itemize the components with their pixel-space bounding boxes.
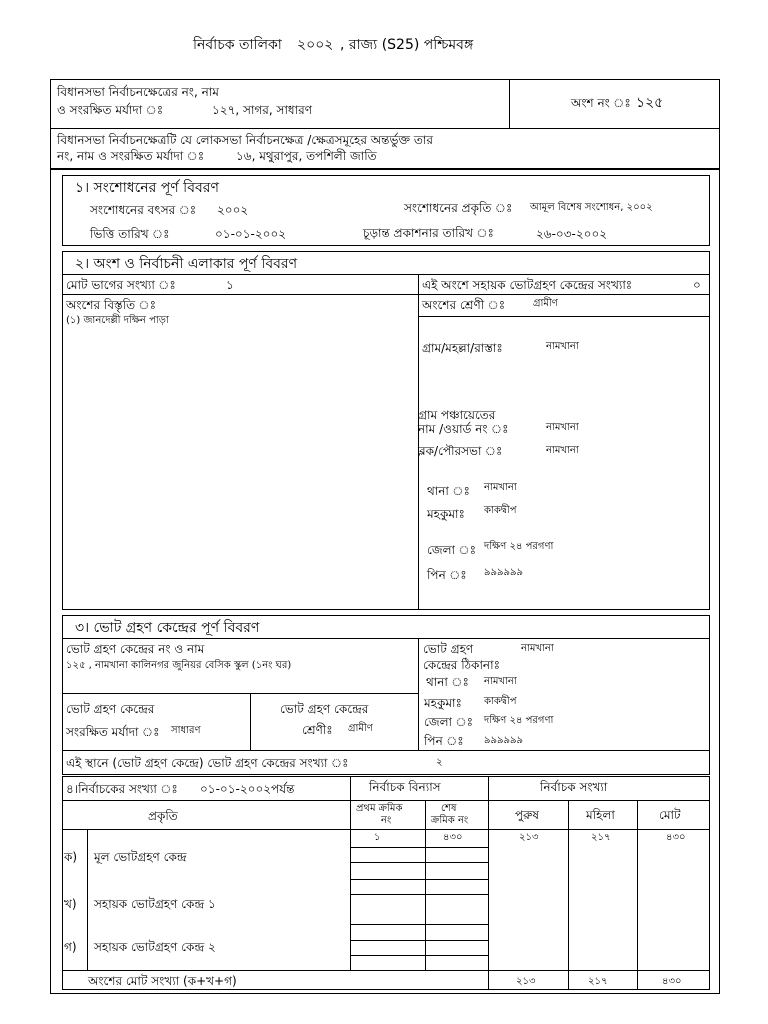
- district-label: জেলা ঃ: [427, 543, 476, 557]
- sum-label: অংশের মোট সংখ্যা (ক+খ+গ): [88, 974, 237, 988]
- divider: [62, 970, 710, 971]
- thana-value: নামখানা: [484, 482, 517, 493]
- part-category-label: অংশের শ্রেণী ঃ: [422, 298, 506, 312]
- sum-total: ৪৩০: [662, 976, 682, 987]
- header-state: , রাজ্য (S25) পশ্চিমবঙ্গ: [340, 37, 474, 53]
- total-parts-value: ১: [226, 278, 234, 292]
- thana-label: থানা ঃ: [427, 484, 470, 498]
- ac-value: ১২৭, সাগর, সাধারণ: [212, 103, 312, 117]
- col-last-serial-1: শেষ: [441, 803, 457, 814]
- divider: [568, 800, 569, 990]
- electors-title-label: ৪।নির্বাচকের সংখ্যা ঃ: [66, 782, 178, 796]
- ps-reservation-label-2: সংরক্ষিত মর্যাদা ঃ: [66, 725, 160, 739]
- row-first-serial: ১: [374, 832, 381, 843]
- divider: [62, 274, 710, 275]
- part-number-label: অংশ নং ঃ: [571, 96, 631, 110]
- revision-nature-value: আমূল বিশেষ সংশোধন, ২০০২: [530, 202, 653, 213]
- electors-distribution-label: নির্বাচক বিন্যাস: [369, 780, 441, 794]
- ps-pin-value: ৯৯৯৯৯৯: [484, 735, 523, 746]
- part-number-value: ১২৫: [636, 95, 664, 111]
- aux-stations-value: ০: [693, 278, 701, 292]
- divider: [62, 638, 710, 639]
- ps-pin-label: পিন ঃ: [424, 734, 464, 748]
- section3-title: ৩। ভোট গ্রহণ কেন্দ্রের পূর্ণ বিবরণ: [75, 620, 260, 636]
- part-extent-label: অংশের বিস্তৃতি ঃ: [66, 298, 157, 312]
- row-total: ৪৩০: [666, 832, 686, 843]
- final-date-value: ২৬-০৩-২০০২: [536, 227, 608, 241]
- ps-subdivision-value: কাকদ্বীপ: [484, 696, 517, 707]
- col-male: পুরুষ: [515, 808, 539, 822]
- aux-stations-label: এই অংশে সহায়ক ভোটগ্রহণ কেন্দ্রের সংখ্যাঃ: [422, 278, 633, 292]
- row-label: সহায়ক ভোটগ্রহণ কেন্দ্র ২: [94, 940, 216, 954]
- ls-reservation-label: নং, নাম ও সংরক্ষিত মর্যাদা ঃ: [57, 149, 205, 163]
- divider: [350, 924, 488, 925]
- row-last-serial: ৪৩০: [443, 832, 463, 843]
- ps-category-label-1: ভোট গ্রহণ কেন্দ্রের: [280, 702, 369, 716]
- revision-nature-label: সংশোধনের প্রকৃতি ঃ: [404, 201, 513, 215]
- gp-value: নামখানা: [546, 422, 579, 433]
- electors-count-label: নির্বাচক সংখ্যা: [540, 780, 608, 794]
- divider: [350, 847, 488, 848]
- divider: [62, 294, 710, 295]
- base-date-value: ০১-০১-২০০২: [215, 227, 287, 241]
- base-date-label: ভিত্তি তারিখ ঃ: [90, 227, 170, 241]
- ps-reservation-label-1: ভোট গ্রহণ কেন্দ্রের: [66, 702, 155, 716]
- total-parts-label: মোট ভাগের সংখ্যা ঃ: [66, 278, 176, 292]
- ps-address-label-2: কেন্দ্রের ঠিকানাঃ: [423, 658, 500, 672]
- col-nature: প্রকৃতি: [148, 809, 178, 823]
- row-mark: গ): [64, 940, 77, 954]
- gp-label-2: নাম /ওয়ার্ড নং ঃ: [418, 422, 509, 436]
- col-first-serial-1: প্রথম ক্রমিক: [356, 803, 403, 814]
- polling-station-value: ১২৫ , নামখানা কালিনগর জুনিয়র বেসিক স্কুল (১নং ঘর): [66, 660, 292, 671]
- pin-value: ৯৯৯৯৯৯: [484, 567, 523, 578]
- ps-category-label-2: শ্রেণীঃ: [302, 723, 333, 737]
- subdivision-value: কাকদ্বীপ: [484, 505, 517, 516]
- section2-box: [62, 251, 710, 610]
- divider: [350, 862, 488, 863]
- section3-box: [62, 615, 710, 775]
- district-value: দক্ষিণ ২৪ পরগণা: [484, 541, 554, 552]
- row-female: ২১৭: [591, 832, 611, 843]
- village-label: গ্রাম/মহল্লা/রাস্তাঃ: [422, 341, 503, 355]
- ps-address-label-1: ভোট গ্রহণ: [423, 642, 474, 656]
- ps-address-value: নামখানা: [521, 643, 554, 654]
- village-value: নামখানা: [546, 341, 579, 352]
- col-total: মোট: [659, 808, 681, 822]
- row-mark: খ): [64, 897, 77, 911]
- row-label: মূল ভোটগ্রহণ কেন্দ্র: [94, 850, 187, 864]
- ps-subdivision-label: মহকুমাঃ: [424, 696, 462, 710]
- divider: [418, 316, 710, 317]
- sum-male: ২১৩: [516, 976, 536, 987]
- gp-label-1: গ্রাম পঞ্চায়েতের: [418, 408, 496, 422]
- ps-thana-label: থানা ঃ: [426, 675, 469, 689]
- divider: [250, 693, 251, 750]
- row-label: সহায়ক ভোটগ্রহণ কেন্দ্র ১: [94, 897, 216, 911]
- divider: [637, 800, 638, 990]
- ps-category-value: গ্রামীণ: [348, 723, 373, 734]
- col-female: মহিলা: [586, 808, 615, 822]
- ps-count-value: ২: [436, 757, 443, 768]
- revision-year-value: ২০০২: [217, 203, 249, 217]
- final-date-label: চূড়ান্ত প্রকাশনার তারিখ ঃ: [363, 226, 494, 240]
- divider: [62, 693, 418, 694]
- col-first-serial-2: নং: [381, 815, 392, 826]
- page-title: নির্বাচক তালিকা: [193, 37, 282, 53]
- divider: [62, 829, 710, 830]
- part-extent-value: (১) জানদেল্লী দক্ষিন পাড়া: [66, 315, 169, 326]
- subdivision-label: মহকুমাঃ: [427, 507, 465, 521]
- divider: [50, 128, 720, 129]
- ps-count-label: এই স্থানে (ভোট গ্রহণ কেন্দ্রে) ভোট গ্রহণ কেন্দ্রের সংখ্যা ঃ: [66, 756, 349, 770]
- ps-reservation-value: সাধারণ: [171, 725, 201, 736]
- ps-thana-value: নামখানা: [484, 676, 517, 687]
- divider: [350, 940, 488, 941]
- block-value: নামখানা: [546, 445, 579, 456]
- divider: [488, 776, 489, 990]
- section1-title: ১। সংশোধনের পূর্ণ বিবরণ: [75, 180, 219, 196]
- ps-district-value: দক্ষিণ ২৪ পরগণা: [484, 715, 554, 726]
- polling-station-label: ভোট গ্রহণ কেন্দ্রের নং ও নাম: [66, 642, 205, 656]
- row-male: ২১৩: [519, 832, 539, 843]
- ls-value: ১৬, মথুরাপুর, তপশিলী জাতি: [236, 149, 377, 163]
- row-mark: ক): [64, 850, 78, 864]
- revision-year-label: সংশোধনের বৎসর ঃ: [90, 203, 197, 217]
- block-label: ব্লক/পৌরসভা ঃ: [418, 444, 503, 458]
- electors-title-value: ০১-০১-২০০২পর্যন্ত: [200, 782, 295, 796]
- section2-title: ২। অংশ ও নির্বাচনী এলাকার পূর্ণ বিবরণ: [75, 256, 298, 272]
- divider: [62, 800, 710, 801]
- ps-district-label: জেলা ঃ: [424, 715, 473, 729]
- sum-female: ২১৭: [588, 976, 608, 987]
- divider: [350, 955, 488, 956]
- pin-label: পিন ঃ: [427, 568, 467, 582]
- ac-label: বিধানসভা নির্বাচনক্ষেত্রের নং, নাম: [57, 85, 219, 99]
- ls-label: বিধানসভা নির্বাচনক্ষেত্রটি যে লোকসভা নির্বাচনক্ষেত্র /ক্ষেত্রসমূহের অন্তর্ভুক্ত তার: [57, 133, 433, 147]
- divider: [509, 79, 510, 128]
- header-year: ২০০২: [297, 37, 334, 53]
- divider: [87, 829, 88, 970]
- ac-reservation-label: ও সংরক্ষিত মর্যাদা ঃ: [57, 103, 164, 117]
- divider: [418, 638, 419, 750]
- divider: [425, 800, 426, 970]
- divider: [350, 894, 488, 895]
- divider: [418, 274, 419, 610]
- part-category-value: গ্রামীণ: [533, 298, 558, 309]
- divider: [350, 879, 488, 880]
- col-last-serial-2: ক্রমিক নং: [431, 815, 469, 826]
- divider: [62, 750, 710, 751]
